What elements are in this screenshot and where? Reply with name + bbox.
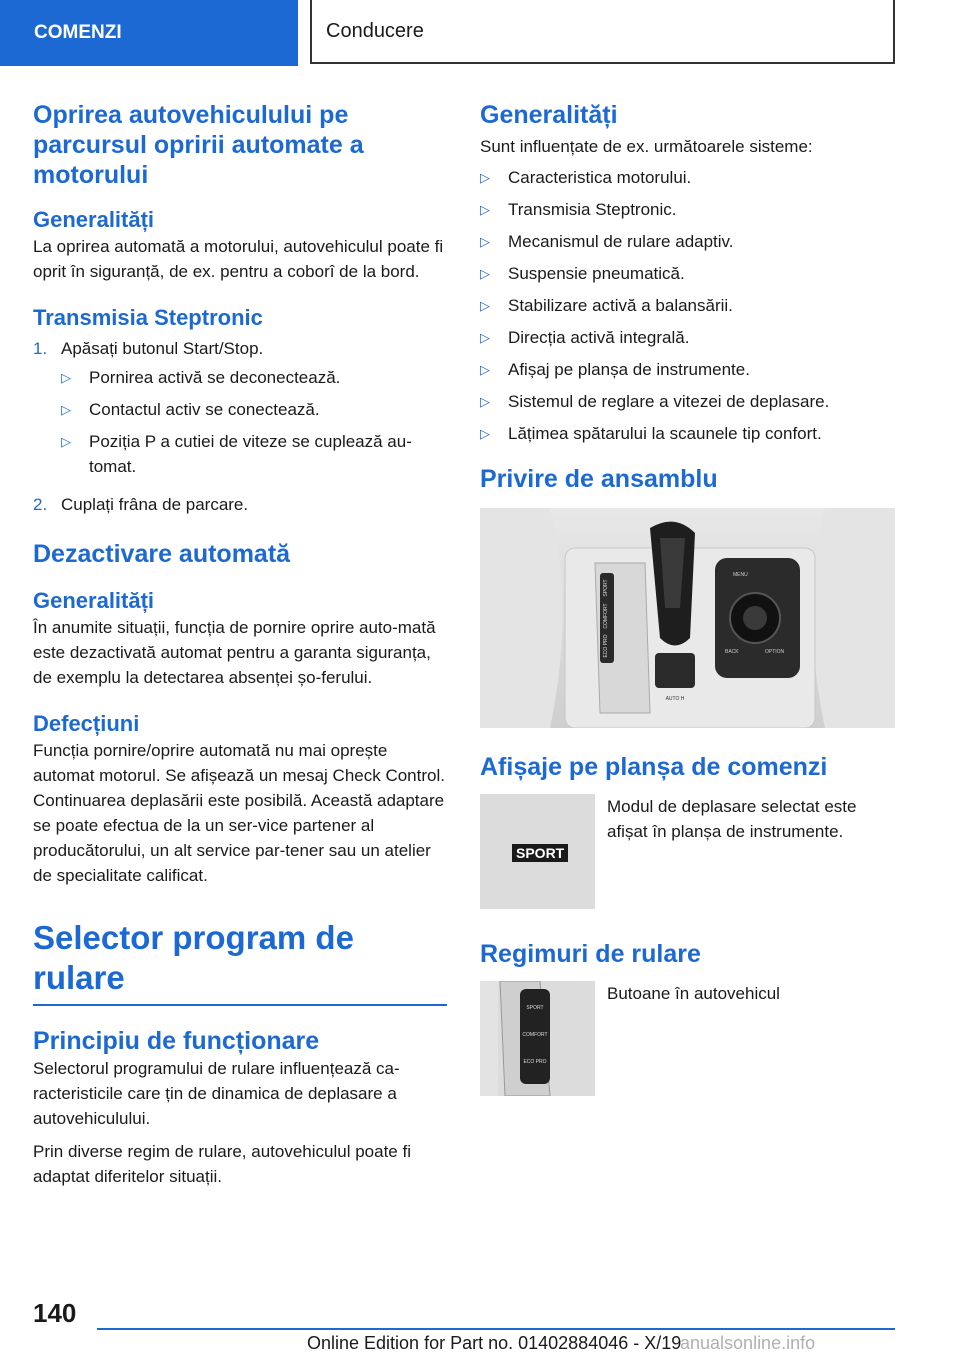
step-text: Cuplați frâna de parcare. (61, 495, 249, 514)
triangle-bullet-icon: ▷ (480, 202, 490, 217)
triangle-bullet-icon: ▷ (480, 298, 490, 313)
triangle-bullet-icon: ▷ (480, 330, 490, 345)
page-header (0, 0, 960, 66)
paragraph-principle-1: Selectorul programului de rulare influențează ca-racteristicile care țin de dinamica de deplasare a autovehiculului. (33, 1059, 400, 1128)
right-column (480, 100, 895, 1096)
heading-principle: Principiu de funcționare (33, 1027, 320, 1055)
center-console-illustration (480, 508, 895, 728)
heading-general-right: Generalități (480, 101, 618, 129)
svg-text:MENU: MENU (733, 572, 748, 578)
triangle-bullet-icon: ▷ (480, 234, 490, 249)
page-number: 140 (33, 1298, 77, 1328)
steptronic-steps (33, 336, 447, 517)
mode-buttons-illustration (480, 981, 595, 1096)
paragraph-malfunctions: Funcția pornire/oprire automată nu mai oprește automat motorul. Se afișează un mesaj Check Control. Continuarea deplasării este posibilă. Această adaptare se poate efectua de la un ser-vice partener al producătorului, un alt service par-tener sau un atelier de specialitate calificat. (33, 741, 445, 885)
svg-text:AUTO H: AUTO H (665, 696, 685, 702)
paragraph-general-2: În anumite situații, funcția de pornire oprire auto-mată este dezactivată automat pentru a garanta siguranța, de exemplu la detectarea absenței șo-ferului. (33, 618, 436, 687)
svg-text:SPORT: SPORT (603, 579, 609, 597)
system-item: ▷ Caracteristica motorului. (480, 165, 895, 190)
triangle-bullet-icon: ▷ (480, 170, 490, 185)
sport-badge: SPORT (512, 844, 568, 862)
footer-divider (97, 1328, 895, 1330)
substep-item: ▷ Pornirea activă se deconectează. (61, 365, 447, 390)
system-item: ▷ Transmisia Steptronic. (480, 197, 895, 222)
system-item: ▷ Mecanismul de rulare adaptiv. (480, 229, 895, 254)
triangle-bullet-icon: ▷ (61, 402, 71, 417)
paragraph-principle-2: Prin diverse regim de rulare, autovehiculul poate fi adaptat diferitelor situații. (33, 1142, 411, 1186)
section-divider (33, 1004, 447, 1006)
paragraph-systems-intro: Sunt influențate de ex. următoarele sisteme: (480, 137, 813, 156)
footer-edition: Online Edition for Part no. 01402884046 - X/19 (307, 1333, 682, 1353)
heading-drive-modes: Regimuri de rulare (480, 940, 701, 968)
display-description: Modul de deplasare selectat este afișat în planșa de instrumente. (607, 797, 857, 841)
system-item: ▷ Lățimea spătarului la scaunele tip confort. (480, 421, 895, 446)
heading-auto-deactivation: Dezactivare automată (33, 540, 291, 568)
svg-text:COMFORT: COMFORT (522, 1032, 548, 1038)
step-item (33, 336, 447, 486)
system-item: ▷ Stabilizare activă a balansării. (480, 293, 895, 318)
step-number: 1. (33, 339, 48, 358)
svg-text:BACK: BACK (725, 649, 739, 655)
display-figure-row (480, 794, 895, 909)
system-item: ▷ Afișaj pe planșa de instrumente. (480, 357, 895, 382)
triangle-bullet-icon: ▷ (61, 434, 71, 449)
step-item (33, 492, 447, 517)
heading-stop-vehicle: Oprirea autovehiculului pe parcursul opririi automate a motorului (33, 101, 364, 189)
sport-display-thumbnail (480, 794, 595, 909)
heading-malfunctions: Defecțiuni (33, 711, 140, 736)
system-item: ▷ Suspensie pneumatică. (480, 261, 895, 286)
svg-text:ECO PRO: ECO PRO (523, 1059, 547, 1065)
triangle-bullet-icon: ▷ (61, 370, 71, 385)
triangle-bullet-icon: ▷ (480, 426, 490, 441)
heading-general-1: Generalități (33, 207, 155, 232)
heading-control-display: Afișaje pe planșa de comenzi (480, 753, 828, 781)
center-console-photo (480, 508, 895, 728)
substep-item: ▷ Poziția P a cutiei de viteze se cuplează au-tomat. (61, 429, 447, 479)
left-column (33, 100, 447, 1189)
triangle-bullet-icon: ▷ (480, 394, 490, 409)
chapter-tab-conducere: Conducere (310, 0, 895, 64)
paragraph-general-1: La oprirea automată a motorului, autovehiculul poate fi oprit în siguranță, de ex. pentru a coborî de la bord. (33, 237, 444, 281)
footer-watermark: anualsonline.info (680, 1333, 816, 1353)
triangle-bullet-icon: ▷ (480, 266, 490, 281)
heading-general-2: Generalități (33, 588, 155, 613)
step-substeps (61, 365, 447, 479)
mode-buttons-thumbnail (480, 981, 595, 1096)
section-tab-comenzi: COMENZI (0, 0, 298, 66)
svg-text:ECO PRO: ECO PRO (603, 634, 609, 658)
svg-text:OPTION: OPTION (765, 649, 785, 655)
heading-drive-mode-selector: Selector program de rulare (33, 919, 354, 996)
step-text: Apăsați butonul Start/Stop. (61, 339, 264, 358)
modes-description: Butoane în autovehicul (607, 984, 780, 1003)
heading-steptronic: Transmisia Steptronic (33, 305, 263, 330)
system-item: ▷ Direcția activă integrală. (480, 325, 895, 350)
svg-text:SPORT: SPORT (526, 1005, 544, 1011)
substep-item: ▷ Contactul activ se conectează. (61, 397, 447, 422)
svg-text:COMFORT: COMFORT (603, 603, 609, 629)
modes-figure-row (480, 981, 895, 1096)
system-item: ▷ Sistemul de reglare a vitezei de deplasare. (480, 389, 895, 414)
heading-overview: Privire de ansamblu (480, 465, 718, 493)
step-number: 2. (33, 495, 48, 514)
affected-systems-list (480, 165, 895, 446)
triangle-bullet-icon: ▷ (480, 362, 490, 377)
